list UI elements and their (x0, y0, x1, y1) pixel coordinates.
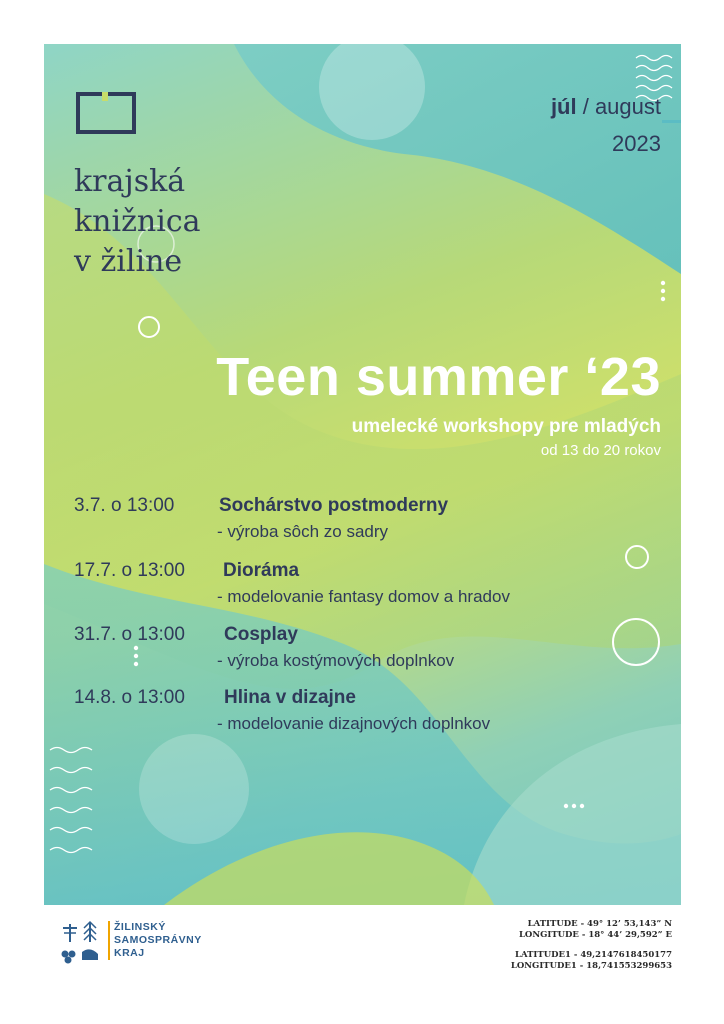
event-name: Dioráma (223, 560, 300, 581)
library-logo-icon (75, 91, 137, 135)
month-rest: / august (576, 94, 661, 119)
event-name: Cosplay (224, 624, 298, 645)
library-name-line: krajská (74, 164, 186, 199)
event-date: 3.7. o 13:00 (74, 495, 175, 516)
library-name-line: knižnica (74, 204, 201, 239)
age-range: od 13 do 20 rokov (540, 442, 661, 459)
dots-icon (133, 645, 139, 667)
poster (44, 44, 681, 905)
date-range (551, 88, 661, 162)
region-emblem-icon (58, 918, 104, 970)
dots-icon (563, 803, 585, 809)
region-name (108, 921, 202, 960)
event-name: Sochárstvo postmoderny (219, 495, 449, 516)
event-date: 17.7. o 13:00 (74, 560, 185, 581)
region-name-line: SAMOSPRÁVNY (114, 934, 202, 946)
event-name: Hlina v dizajne (224, 687, 356, 708)
event-title: Teen summer ‘23 (216, 347, 661, 407)
library-name (74, 162, 201, 282)
event-desc: - výroba kostýmových doplnkov (217, 651, 455, 670)
year: 2023 (612, 131, 661, 156)
event-subtitle: umelecké workshopy pre mladých (351, 416, 661, 437)
circle-outline-icon (136, 314, 162, 340)
event-date: 31.7. o 13:00 (74, 624, 185, 645)
coordinates (511, 919, 672, 972)
longitude: LONGITUDE - 18° 44’ 29,592” E (518, 930, 672, 940)
event-date: 14.8. o 13:00 (74, 687, 185, 708)
month-bold: júl (550, 94, 577, 119)
latitude: LATITUDE - 49° 12’ 53,143” N (527, 919, 672, 929)
wave-lines-icon (48, 744, 100, 864)
region-name-line: ŽILINSKÝ (114, 921, 166, 933)
latitude-decimal: LATITUDE1 - 49,2147618450177 (514, 950, 672, 960)
circle-outline-icon (623, 543, 651, 571)
event-desc: - modelovanie dizajnových doplnkov (217, 714, 491, 733)
event-desc: - modelovanie fantasy domov a hradov (217, 587, 510, 606)
longitude-decimal: LONGITUDE1 - 18,741553299653 (510, 961, 672, 971)
dots-icon (660, 280, 666, 302)
region-name-line: KRAJ (114, 947, 145, 959)
circle-outline-icon (610, 616, 662, 668)
event-desc: - výroba sôch zo sadry (217, 522, 389, 541)
accent-line (662, 120, 681, 123)
library-name-line: v žiline (74, 244, 183, 279)
